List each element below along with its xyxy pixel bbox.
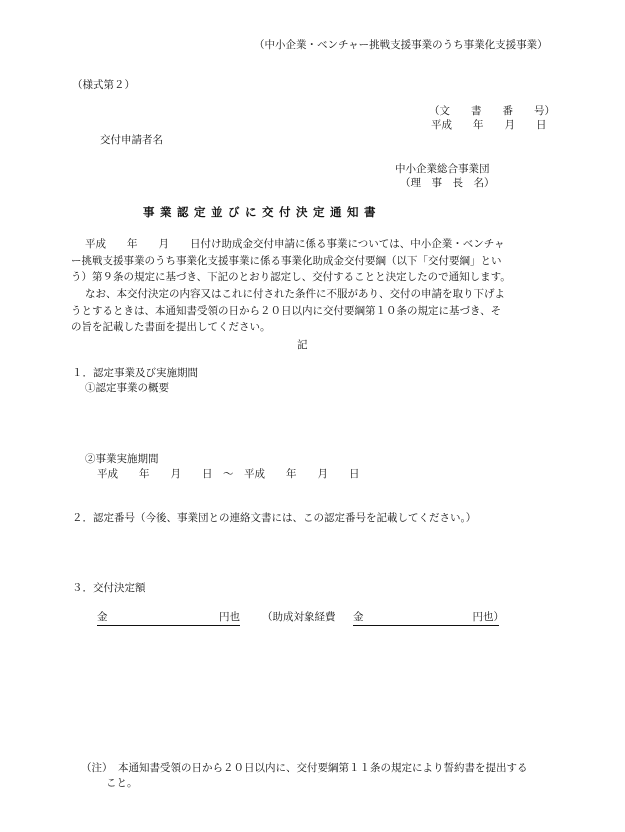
form-number: （様式第２） [72,79,135,91]
section-3-heading: ３．交付決定額 [72,582,146,594]
amount-prefix: 金 [97,611,108,623]
ki-marker: 記 [297,339,308,351]
issuer-title: （理 事 長 名） [400,177,495,189]
subsidy-amount-prefix: 金 [353,611,364,623]
amount-suffix: 円也 [219,611,240,623]
body-line: ー挑戦支援事業のうち事業化支援事業に係る事業化助成金交付要綱（以下「交付要綱」とい [71,254,502,267]
decision-amount-field [97,612,240,626]
section-1-heading: １．認定事業及び実施期間 [72,367,198,379]
implementation-period: 平成 年 月 日 〜 平成 年 月 日 [97,468,360,480]
body-paragraph-2 [71,286,561,336]
subsidy-target-label: （助成対象経費 [262,611,336,623]
document-number: （文 書 番 号） [429,105,555,117]
body-line: なお、本交付決定の内容又はこれに付された条件に不服があり、交付の申請を取り下げよ [85,288,505,300]
section-1-subheading-period: ②事業実施期間 [85,453,159,465]
subsidy-target-amount-field [353,611,504,626]
note-line-1: 本通知書受領の日から２０日以内に、交付要綱第１１条の規定により誓約書を提出する [118,762,528,774]
body-line: 平成 年 月 日付け助成金交付申請に係る事業については、中小企業・ベンチャ [85,238,505,250]
body-line: うとするときは、本通知書受領の日から２０日以内に交付要綱第１０条の規定に基づき、そ [71,304,502,317]
section-1-subheading-overview: ①認定事業の概要 [85,382,169,394]
note-label: （注） [81,762,113,774]
body-line: の旨を記載した書面を提出してください。 [71,321,271,333]
issue-date: 平成 年 月 日 [431,119,547,131]
note-line-2: こと。 [106,777,138,789]
section-2-heading: ２．認定番号（今後、事業団との連絡文書には、この認定番号を記載してください。） [72,512,477,524]
issuer-organization: 中小企業総合事業団 [395,163,490,175]
program-header: （中小企業・ベンチャー挑戦支援事業のうち事業化支援事業） [254,39,548,51]
body-line: う）第９条の規定に基づき、下記のとおり認定し、交付することと決定したので通知します。 [71,271,511,283]
body-paragraph-1 [71,236,561,286]
subsidy-amount-suffix: 円也） [472,611,504,623]
recipient-name-label: 交付申請者名 [100,134,163,146]
document-title: 事業認定並びに交付決定通知書 [143,205,381,219]
